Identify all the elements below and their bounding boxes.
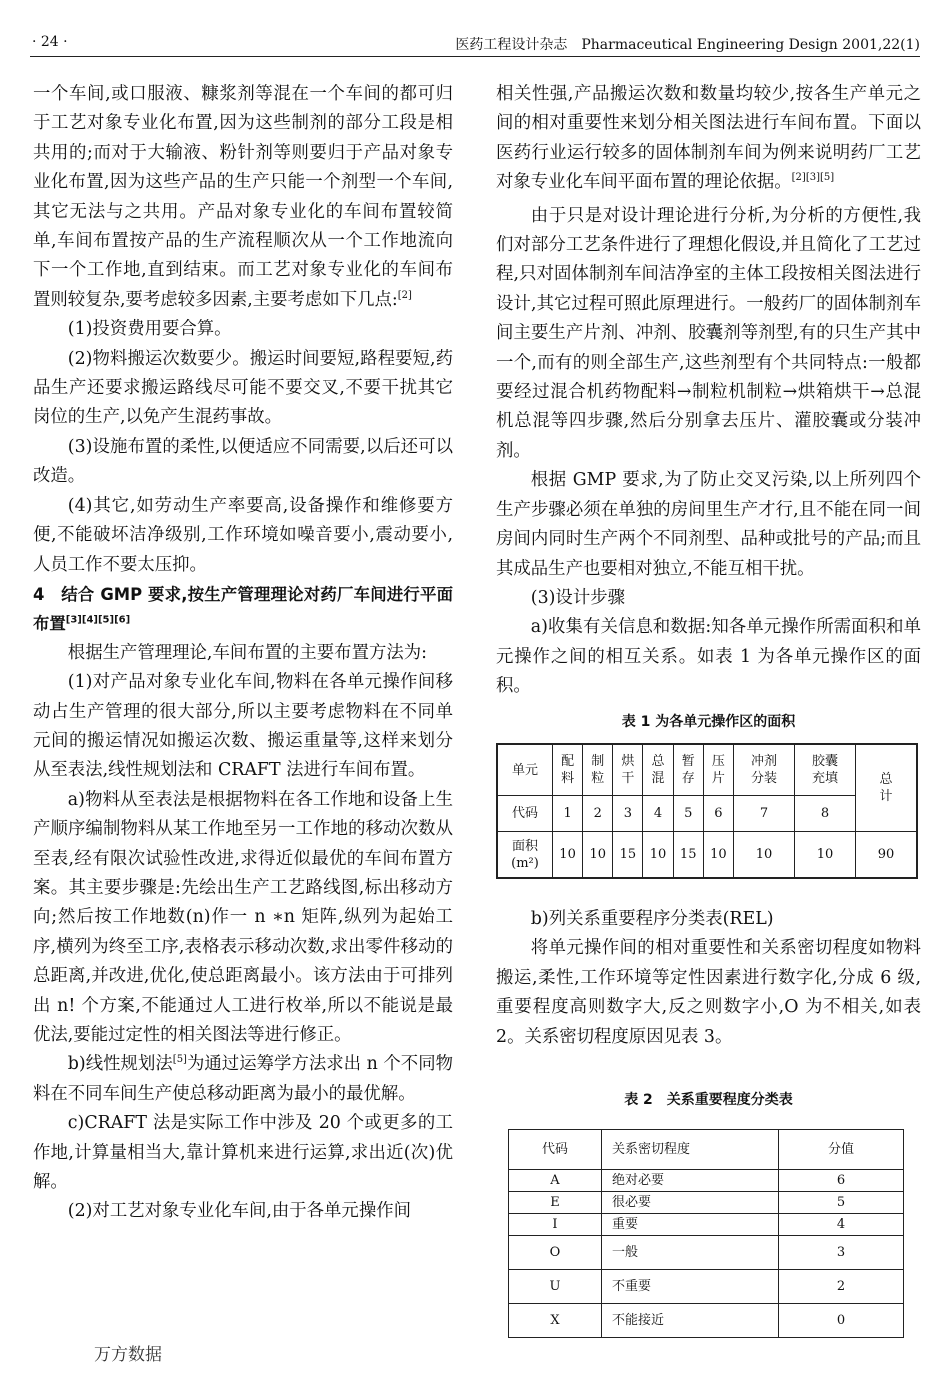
paragraph: 根据生产管理理论,车间布置的主要布置方法为: <box>67 642 427 663</box>
table-row <box>509 1236 904 1270</box>
unit-cell: 压 片 <box>703 744 733 796</box>
unit-cell: 暂 存 <box>673 744 703 796</box>
citation: [2][3][5] <box>791 172 835 184</box>
table-row <box>497 832 917 878</box>
paragraph: 根据 GMP 要求,为了防止交叉污染,以上所列四个生产步骤必须在单独的房间里生产才行,且不能在同一间房间内同时生产两个不同剂型、品种或批号的产品;而且其成品生产也要相对独立,不能互相干扰。 <box>496 470 921 579</box>
code-cell: 7 <box>734 796 795 832</box>
paragraph: c)CRAFT 法是实际工作中涉及 20 个或更多的工作地,计算量相当大,靠计算机来进行运算,求出近(次)优解。 <box>33 1113 453 1193</box>
list-item: (1)投资费用要合算。 <box>67 319 232 340</box>
code-cell: 1 <box>553 796 583 832</box>
code-cell: U <box>509 1270 602 1304</box>
score-cell: 4 <box>779 1214 904 1236</box>
table-row <box>497 744 917 796</box>
paragraph: a)收集有关信息和数据:知各单元操作所需面积和单元操作之间的相互关系。如表 1 为各单元操作区的面积。 <box>496 617 921 697</box>
unit-cell: 总 混 <box>643 744 673 796</box>
table-header-row <box>509 1130 904 1170</box>
column-header: 代码 <box>509 1130 602 1170</box>
unit-cell: 胶囊 充填 <box>795 744 856 796</box>
code-cell: 3 <box>613 796 643 832</box>
section-heading: 4 结合 GMP 要求,按生产管理理论对药厂车间进行平面布置[3][4][5][6] <box>33 584 453 634</box>
level-cell: 很必要 <box>602 1192 779 1214</box>
citation: [5] <box>172 1054 187 1066</box>
unit-cell: 烘 干 <box>613 744 643 796</box>
right-column <box>496 80 921 1338</box>
paragraph: b)线性规划法[5]为通过运筹学方法求出 n 个不同物料在不同车间生产使总移动距离为最小的最优解。 <box>33 1054 454 1104</box>
code-cell: E <box>509 1192 602 1214</box>
table-row <box>509 1192 904 1214</box>
level-cell: 重要 <box>602 1214 779 1236</box>
table-row <box>509 1270 904 1304</box>
table-unit-areas <box>496 743 918 879</box>
list-item: (2)物料搬运次数要少。搬运时间要短,路程要短,药品生产还要求搬运路线尽可能不要交叉,不要干扰其它岗位的生产,以免产生混药事故。 <box>33 348 453 428</box>
row-label: 单元 <box>497 744 553 796</box>
table-row <box>509 1170 904 1192</box>
paragraph: b)列关系重要程序分类表(REL) <box>530 908 774 929</box>
code-cell: X <box>509 1304 602 1338</box>
level-cell: 一般 <box>602 1236 779 1270</box>
page-number: · 24 · <box>32 34 68 50</box>
score-cell: 3 <box>779 1236 904 1270</box>
score-cell: 2 <box>779 1270 904 1304</box>
area-cell: 10 <box>795 832 856 878</box>
code-cell: I <box>509 1214 602 1236</box>
list-item: (3)设施布置的柔性,以便适应不同需要,以后还可以改造。 <box>33 436 453 487</box>
row-label: 面积 (m²) <box>497 832 553 878</box>
code-cell: 4 <box>643 796 673 832</box>
table2-caption: 表 2 关系重要程度分类表 <box>624 1091 793 1108</box>
total-header: 总 计 <box>856 744 918 832</box>
header-rule <box>30 56 920 57</box>
table-row <box>497 796 917 832</box>
journal-title: 医药工程设计杂志 Pharmaceutical Engineering Design 2001,22(1) <box>455 37 920 53</box>
paragraph: (1)对产品对象专业化车间,物料在各单元操作间移动占生产管理的很大部分,所以主要考虑物料在不同单元间的搬运情况如搬运次数、搬运重量等,这样来划分从至表法,线性规划法和 CRAFT 法进行车间布置。 <box>33 672 453 781</box>
area-total: 90 <box>856 832 918 878</box>
score-cell: 6 <box>779 1170 904 1192</box>
level-cell: 不重要 <box>602 1270 779 1304</box>
area-cell: 10 <box>583 832 613 878</box>
paragraph: 将单元操作间的相对重要性和关系密切程度如物料搬运,柔性,工作环境等定性因素进行数字化,分成 6 级,重要程度高则数字大,反之则数字小,O 为不相关,如表 2。关系密切程度原因见表 3。 <box>496 938 921 1047</box>
score-cell: 5 <box>779 1192 904 1214</box>
area-cell: 15 <box>673 832 703 878</box>
paragraph: a)物料从至表法是根据物料在各工作地和设备上生产顺序编制物料从某工作地至另一工作地的移动次数从至表,经有限次试验性改进,求得近似最优的车间布置方案。其主要步骤是:先绘出生产工艺路线图,标出移动方向;然后按工作地数(n)作一 n ∗n 矩阵,纵列为起始工序,横列为终至工序,表格表示移动次数,求出零件移动的总距离,并改进,优化,使总距离最小。该方法由于可排列出 n! 个方案,不能通过人工进行枚举,所以不能说是最优法,要能过定性的相关图法等进行修正。 <box>33 789 453 1045</box>
code-cell: A <box>509 1170 602 1192</box>
code-cell: O <box>509 1236 602 1270</box>
area-cell: 15 <box>613 832 643 878</box>
paragraph: 一个车间,或口服液、糠浆剂等混在一个车间的都可归于工艺对象专业化布置,因为这些制剂的部分工段是相共用的;而对于大输液、粉针剂等则要归于产品对象专业化布置,因为这些产品的生产只能一个剂型一个车间,其它无法与之共用。产品对象专业化的车间布置较简单,车间布置按产品的生产流程顺次从一个工作地流向下一个工作地,直到结束。而工艺对象专业化的车间布置则较复杂,要考虑较多因素,主要考虑如下几点:[2] <box>33 84 453 310</box>
column-header: 分值 <box>779 1130 904 1170</box>
area-cell: 10 <box>553 832 583 878</box>
table1-caption: 表 1 为各单元操作区的面积 <box>621 713 796 730</box>
unit-cell: 配 料 <box>553 744 583 796</box>
code-cell: 8 <box>795 796 856 832</box>
paragraph: 相关性强,产品搬运次数和数量均较少,按各生产单元之间的相对重要性来划分相关图法进行车间布置。下面以医药行业运行较多的固体制剂车间为例来说明药厂工艺对象专业化车间平面布置的理论依据。[2][3][5] <box>496 84 921 193</box>
level-cell: 绝对必要 <box>602 1170 779 1192</box>
paragraph: (3)设计步骤 <box>530 587 625 608</box>
code-cell: 2 <box>583 796 613 832</box>
table-row <box>509 1304 904 1338</box>
unit-cell: 冲剂 分装 <box>734 744 795 796</box>
unit-cell: 制 粒 <box>583 744 613 796</box>
left-column <box>33 80 453 1227</box>
list-item: (4)其它,如劳动生产率要高,设备操作和维修要方便,不能破坏洁净级别,工作环境如噪音要小,震动要小,人员工作不要太压抑。 <box>33 495 453 575</box>
level-cell: 不能接近 <box>602 1304 779 1338</box>
paragraph: (2)对工艺对象专业化车间,由于各单元操作间 <box>67 1201 411 1222</box>
table-relationship-levels <box>508 1129 904 1338</box>
area-cell: 10 <box>734 832 795 878</box>
citation: [2] <box>397 290 412 302</box>
column-header: 关系密切程度 <box>602 1130 779 1170</box>
table-row <box>509 1214 904 1236</box>
code-cell: 5 <box>673 796 703 832</box>
area-cell: 10 <box>643 832 673 878</box>
code-cell: 6 <box>703 796 733 832</box>
watermark: 万方数据 <box>94 1345 162 1365</box>
score-cell: 0 <box>779 1304 904 1338</box>
area-cell: 10 <box>703 832 733 878</box>
row-label: 代码 <box>497 796 553 832</box>
page-header <box>30 30 920 56</box>
paragraph: 由于只是对设计理论进行分析,为分析的方便性,我们对部分工艺条件进行了理想化假设,并且简化了工艺过程,只对固体制剂车间洁净室的主体工段按相关图法进行设计,其它过程可照此原理进行。一般药厂的固体制剂车间主要生产片剂、冲剂、胶囊剂等剂型,有的只生产其中一个,而有的则全部生产,这些剂型有个共同特点:一般都要经过混合机药物配料→制粒机制粒→烘箱烘干→总混机总混等四步骤,然后分别拿去压片、灌胶囊或分装冲剂。 <box>496 205 921 461</box>
citation: [3][4][5][6] <box>65 614 131 626</box>
